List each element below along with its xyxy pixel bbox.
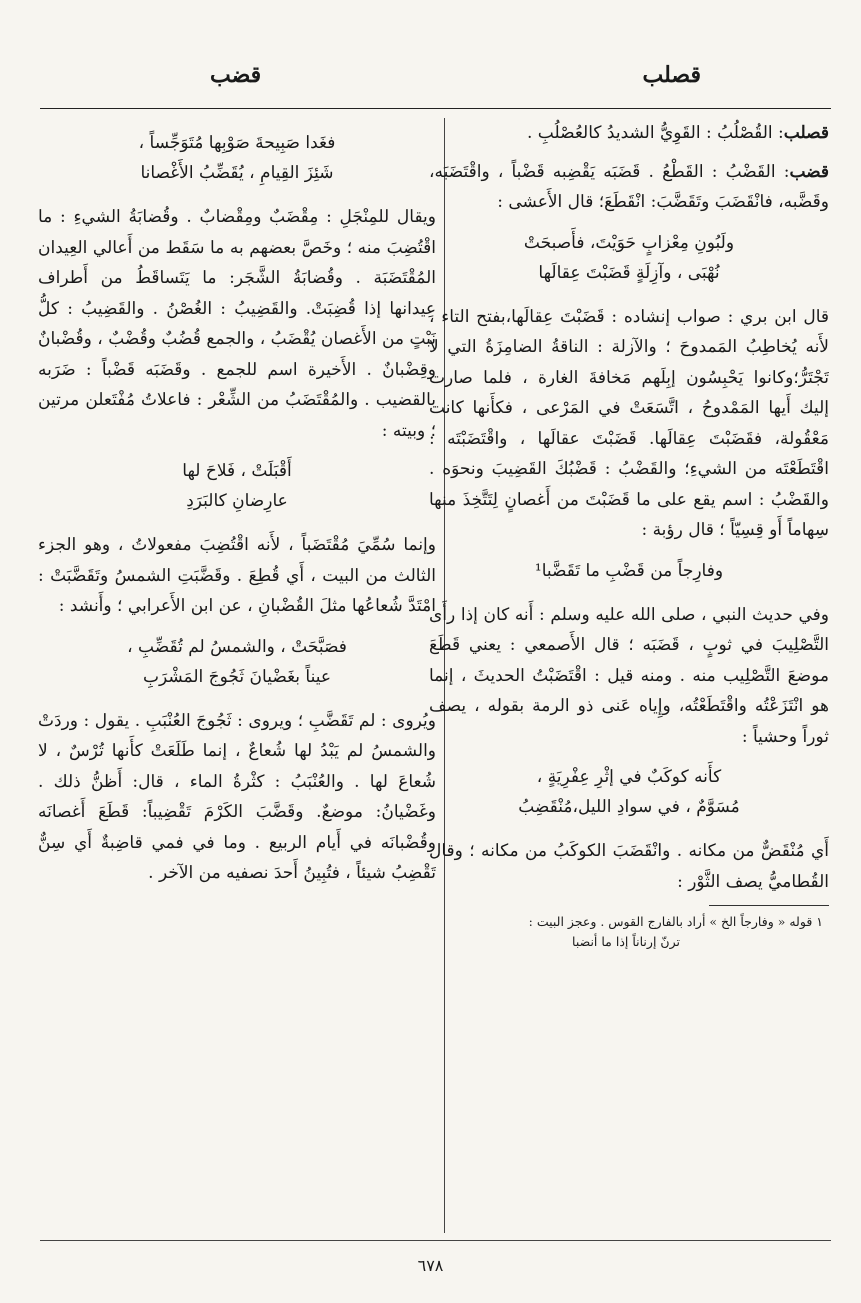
verse (38, 632, 436, 692)
verse-line: عيناً بغَضْيانَ ثَجُوجَ المَشْرَبِ (142, 666, 331, 687)
verse-line: أَقْبَلَتْ ، فَلاحَ لها (182, 461, 292, 481)
right-column (429, 118, 829, 1228)
running-head-right: قصلب (642, 62, 701, 88)
verse (38, 128, 436, 188)
entry-head: قصلب (783, 123, 829, 143)
page-number: ٦٧٨ (417, 1256, 444, 1275)
verse-line: كأَنه كوكَبٌ في إثْرِ عِفْرِيَةٍ ، (536, 767, 722, 787)
footnote-rule (709, 905, 829, 906)
paragraph: وفي حديث النبي ، صلى الله عليه وسلم : أَنه كان إذا رأَى التَّصْلِيبَ في ثوبٍ ، قَضَبَه ؛ قال الأَصمعي : يعني قَطَعَ موضعَ التَّصْلِيب منه . ومنه قيل : اقْتَضَبْتُ الحديثَ ، إنما هو انْتَزَعْتُه واقْتَطَعْتُه، وإِياه عَنى ذو الرمة بقوله ، يصف ثوراً وحشياً : (429, 604, 829, 747)
verse-line: ولَبُونِ مِعْزابٍ حَوَيْتَ، فأَصبحَتْ (523, 232, 735, 253)
entry-text: : القُصْلُبُ : القَوِيُّ الشديدُ كالعُصْلُبِ . (526, 123, 784, 143)
verse-line: شَئِزَ القِيامِ ، يُقَضِّبُ الأَغْصانا (140, 163, 334, 183)
running-head-left: قضب (210, 62, 262, 88)
paragraph: ويقال للمِنْجَلِ : مِقْضَبٌ ومِقْضابٌ . وقُضابَةُ الشيءِ : ما اقْتُضِبَ منه ؛ وخَصَّ بعضهم به ما سَقَط من أَعالي العِيدان المُقْتَضَبَة . وقُضابَةُ الشَّجَر: ما يَتَساقَطُ من أَطراف عِيدانها إذا قُضِبَتْ. والقَضِيبُ : الغُصْنُ . والقَضِيبُ : كلُّ نَبْتٍ من الأَغصان يُقْضَبُ ، والجمع قُضُبٌ وقُضْبٌ ، وقُضْبانٌ وقِضْبانٌ . الأَخيرة اسم للجمع . وقَضَبَه قَضْباً : ضَرَبه بالقضيب . والمُقْتَضَبُ من الشِّعْر : فاعلاتُ مُفْتَعلن مرتين ؛ وبيته : (38, 207, 436, 441)
verse (429, 228, 829, 288)
verse-line: فغَدا صَبِيحةَ صَوْبِها مُتَوَجِّساً ، (138, 133, 336, 153)
entry-qadab (429, 157, 829, 218)
footer-rule (40, 1240, 831, 1241)
paragraph: ويُروى : لم تَقَضَّبِ ؛ ويروى : ثَجُوجَ العُنْبَبِ . يقول : وردَتْ والشمسُ لم يَبْدُ لها شُعاعٌ ، إنما طَلَعَتْ كأَنها تُرْسٌ ، لا شُعاعَ لها . والعُنْبَبُ : كثْرةُ الماء ، قال: أَظنُّ ذلك . وغَضْيانُ: موضعٌ. وقَضَّبَ الكَرْمَ تَقْضِيباً: قَطَعَ أَغصانَه وقُضْبانَه في أَيام الربيع . وما في فمي قاضِبةٌ أَي سِنٌّ تَقْضِبُ شيئاً ، فتُبِينُ أَحدَ نصفيه من الآخر . (38, 710, 436, 883)
footnote-line: ترنّ إرناناً إذا ما أنضبا (572, 934, 680, 949)
entry-text: : القَضْبُ : القَطْعُ . قَضَبَه يَقْضِبه قَضْباً ، واقْتَضَبَه، وقَضَّبه، فانْقَضَبَ وتَقَضَّبَ: انْقَطَعَ؛ قال الأَعشى : (429, 161, 829, 212)
verse (429, 762, 829, 822)
verse-line: عارِضانِ كالبَرَدِ (186, 491, 288, 511)
entry-qaslab (429, 118, 829, 149)
verse-line: فصَبَّحَتْ ، والشمسُ لم تُقَضِّبِ ، (127, 636, 347, 657)
footnote (429, 912, 829, 952)
entry-head: قضب (789, 161, 829, 182)
footnote-line: ١ قوله « وفارجاً الخ » أراد بالفارج القوس . وعجز البيت : (528, 914, 823, 929)
verse-line: نُهْبَى ، وآزِلَةٍ قَضَبْتَ عِقالَها (538, 262, 720, 283)
verse (38, 456, 436, 516)
header-rule (40, 108, 831, 109)
verse (429, 556, 829, 586)
paragraph: وإنما سُمِّيَ مُقْتَضَباً ، لأَنه اقْتُضِبَ مفعولاتُ ، وهو الجزء الثالث من البيت ، أَي قُطِعَ . وقَضَّبَتِ الشمسُ وتَقَضَّبَتْ : امْتَدَّ شُعاعُها مثلَ القُضْبانِ ، عن ابن الأَعرابي ؛ وأَنشد : (38, 535, 436, 616)
verse-line: وفارِجاً من قَضْبِ ما تَقَضَّبا¹ (534, 560, 724, 581)
verse-line: مُسَوَّمٌ ، في سوادِ الليل،مُنْقَضِبُ (518, 797, 740, 817)
left-column (38, 118, 436, 1228)
paragraph: أَي مُنْقَضٌّ من مكانه . وانْقَضَبَ الكوكَبُ من مكانه ؛ وقال القُطاميُّ يصف الثَّوْر : (429, 841, 829, 892)
paragraph: قال ابن بري : صواب إنشاده : قَضَبْتَ عِقالَها،بفتح التاء ، لأَنه يُخاطِبُ المَمدوحَ ؛ والآزلة : الناقةُ الضامِزَةُ التي لا تَجْتَرُّ؛وكانوا يَحْبِسُون إبِلَهم مَخافةَ الغارة ، فلما صارت إليك أَيها المَمْدوحُ ، اتَّسَعَتْ في المَرْعى ، فكأَنها كانت مَعْقُولة، فقَضَبْتَ عِقالَها. قَضَبْتَ عقالَها ، واقْتَضَبْتَه : اقْتَطَعْتَه من الشيءِ؛ والقَضْبُ : قَضْبُكَ القَضِيبَ ونحوَه . والقَضْبُ : اسم يقع على ما قَضَبْتَ من أَغصانٍ لِتَتَّخِذَ منها سِهاماً أَو قِسِيّاً ؛ قال رؤبة : (429, 306, 829, 540)
